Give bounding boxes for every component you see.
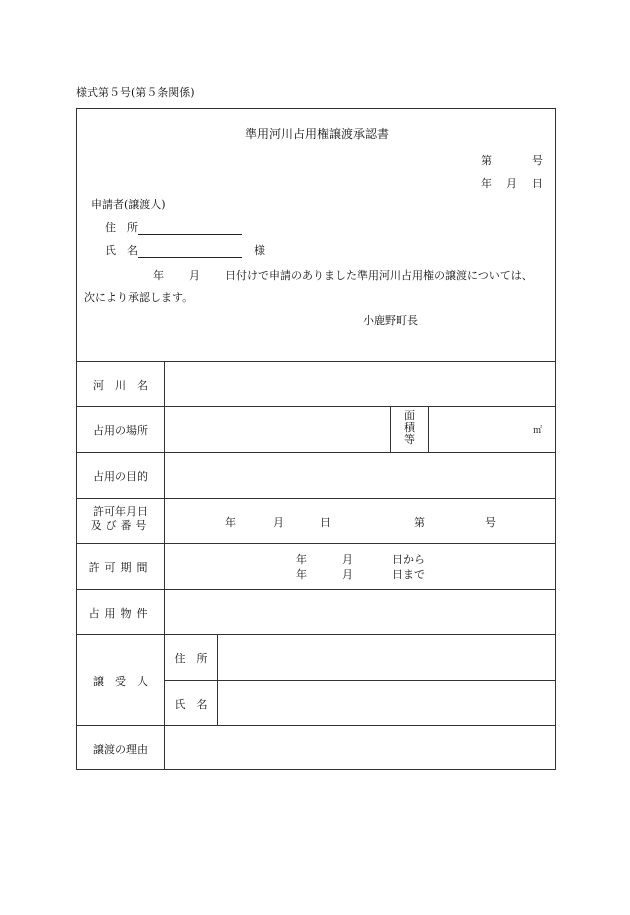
body-text-line-1: 日付けで申請のありました準用河川占用権の譲渡については、 <box>225 269 533 282</box>
transferee-label: 譲 受 人 <box>93 675 148 688</box>
purpose-field[interactable] <box>165 453 554 497</box>
signer: 小鹿野町長 <box>363 314 418 327</box>
number-go: 号 <box>532 154 543 167</box>
purpose-label: 占用の目的 <box>93 470 148 483</box>
document-title: 準用河川占用権譲渡承認書 <box>244 127 389 141</box>
square-meter-unit: ㎡ <box>533 426 543 436</box>
form-number-label: 様式第５号(第５条関係) <box>76 86 195 99</box>
number-dai: 第 <box>481 154 492 167</box>
applicant-address-field[interactable] <box>138 221 242 235</box>
body-month-label: 月 <box>189 269 200 282</box>
river-name-field[interactable] <box>165 362 554 406</box>
period-from-suffix: 日から <box>392 553 425 566</box>
transferee-name-field[interactable] <box>218 681 554 725</box>
date-month-label: 月 <box>506 177 517 190</box>
transferee-address-field[interactable] <box>218 635 554 679</box>
table-divider <box>77 498 555 499</box>
period-to-month: 月 <box>342 568 353 581</box>
river-name-label: 河 川 名 <box>93 379 148 392</box>
date-year-label: 年 <box>481 177 492 190</box>
body-year-label: 年 <box>153 269 164 282</box>
permit-date-label <box>77 505 164 533</box>
period-from-year: 年 <box>296 553 307 566</box>
permit-number-dai: 第 <box>414 516 425 529</box>
permit-number-go: 号 <box>485 516 496 529</box>
applicant-name-row <box>105 242 265 258</box>
applicant-address-row <box>105 219 242 235</box>
location-label: 占用の場所 <box>93 424 148 437</box>
area-label <box>391 410 428 446</box>
sama-suffix: 様 <box>254 244 265 257</box>
permit-year-label: 年 <box>225 516 236 529</box>
period-to-year: 年 <box>296 568 307 581</box>
transferee-address-label: 住 所 <box>174 652 208 665</box>
permit-month-label: 月 <box>273 516 284 529</box>
period-from-month: 月 <box>342 553 353 566</box>
area-label-char: 等 <box>404 433 415 446</box>
approval-form <box>76 108 556 770</box>
transferee-name-label: 氏 名 <box>174 698 208 711</box>
object-field[interactable] <box>165 590 554 634</box>
applicant-name-label: 氏 名 <box>105 244 138 257</box>
applicant-address-label: 住 所 <box>105 221 138 234</box>
applicant-name-field[interactable] <box>138 244 242 258</box>
object-label: 占用物件 <box>88 607 153 620</box>
area-label-char: 積 <box>404 421 415 434</box>
location-field[interactable] <box>165 407 389 451</box>
area-label-char: 面 <box>404 409 415 422</box>
period-label: 許可期間 <box>88 561 153 574</box>
table-divider <box>77 543 555 544</box>
permit-date-label-line2: 及び番号 <box>90 519 151 532</box>
reason-field[interactable] <box>165 726 554 769</box>
permit-date-label-line1: 許可年月日 <box>93 505 148 518</box>
period-to-suffix: 日まで <box>392 568 425 581</box>
permit-day-label: 日 <box>320 516 331 529</box>
body-text-line-2: 次により承認します。 <box>84 291 194 304</box>
applicant-heading: 申請者(譲渡人) <box>91 198 166 211</box>
reason-label: 譲渡の理由 <box>93 743 148 756</box>
date-day-label: 日 <box>532 177 543 190</box>
